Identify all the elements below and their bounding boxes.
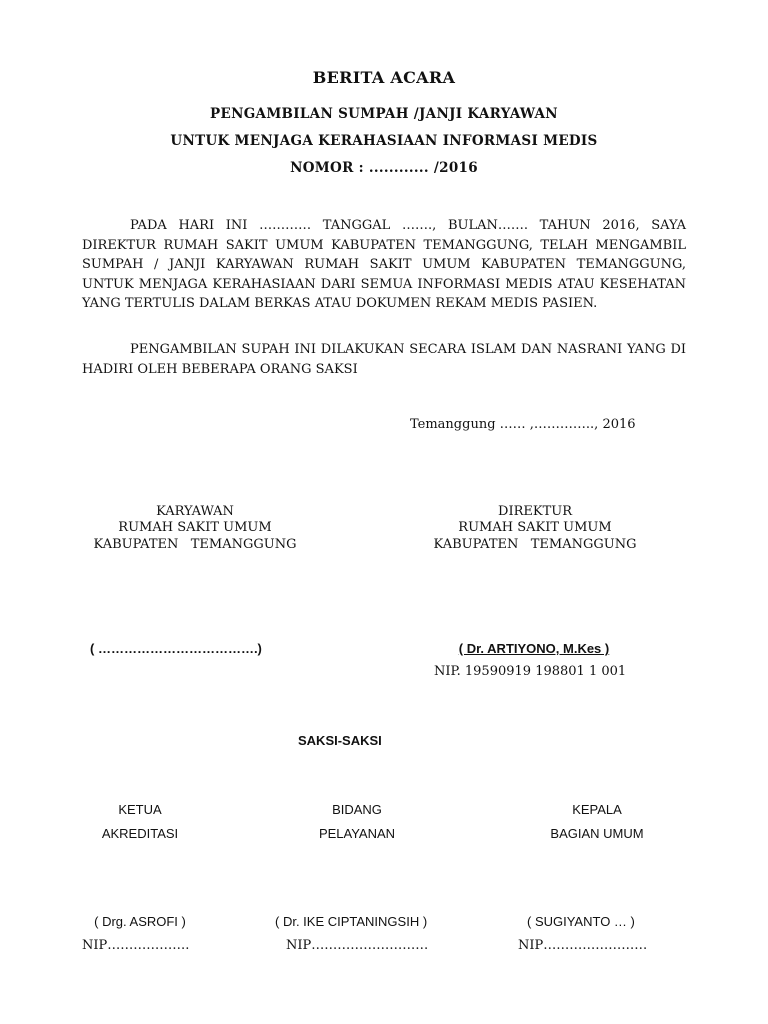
employee-label: KARYAWAN <box>156 504 234 519</box>
witness-3-role-line2: BAGIAN UMUM <box>550 826 644 841</box>
document-subtitle-2: UNTUK MENJAGA KERAHASIAAN INFORMASI MEDIS <box>170 133 598 149</box>
document-title: BERITA ACARA <box>312 68 456 87</box>
body-paragraph-2 <box>82 340 686 379</box>
witness-1-role-line1: KETUA <box>118 802 162 817</box>
witness-1-name: ( Drg. ASROFI ) <box>94 914 186 929</box>
director-nip: NIP. 19590919 198801 1 001 <box>434 664 627 679</box>
witness-1-role-line2: AKREDITASI <box>101 826 179 841</box>
witness-2-role-line1: BIDANG <box>332 802 382 817</box>
director-regency: KABUPATEN TEMANGGUNG <box>433 537 637 552</box>
witness-2-name: ( Dr. IKE CIPTANINGSIH ) <box>275 914 428 929</box>
place-date: Temanggung …… ,………….., 2016 <box>410 417 636 432</box>
document-subtitle-1: PENGAMBILAN SUMPAH /JANJI KARYAWAN <box>210 106 558 122</box>
witness-2-role-line2: PELAYANAN <box>318 826 396 841</box>
employee-signature-name: ( ……………………………….) <box>90 641 262 656</box>
director-label: DIREKTUR <box>498 504 572 519</box>
document-number: NOMOR : ............ /2016 <box>290 160 478 176</box>
witnesses-heading: SAKSI-SAKSI <box>298 733 382 748</box>
director-signature-name: ( Dr. ARTIYONO, M.Kes ) <box>458 641 610 656</box>
witness-3-name: ( SUGIYANTO … ) <box>527 914 635 929</box>
director-hospital: RUMAH SAKIT UMUM <box>458 520 612 535</box>
employee-hospital: RUMAH SAKIT UMUM <box>118 520 272 535</box>
employee-regency: KABUPATEN TEMANGGUNG <box>93 537 297 552</box>
witness-3-role-line1: KEPALA <box>572 802 622 817</box>
paragraph-2-text: PENGAMBILAN SUPAH INI DILAKUKAN SECARA ISLAM DAN NASRANI YANG DI HADIRI OLEH BEBERAPA ORANG SAKSI <box>82 342 686 377</box>
witness-1-nip: NIP………………. <box>82 938 190 953</box>
paragraph-1-text: PADA HARI INI ………… TANGGAL ……., BULAN……. TAHUN 2016, SAYA DIREKTUR RUMAH SAKIT UMUM KABUPATEN TEMANGGUNG, TELAH MENGAMBIL SUMPAH / JANJI KARYAWAN RUMAH SAKIT UMUM KABUPATEN TEMANGGUNG, UNTUK MENJAGA KERAHASIAAN DARI SEMUA INFORMASI MEDIS ATAU KESEHATAN YANG TERTULIS DALAM BERKAS ATAU DOKUMEN REKAM MEDIS PASIEN. <box>82 218 686 312</box>
body-paragraph-1 <box>82 216 686 314</box>
witness-2-nip: NIP……………………… <box>286 938 429 953</box>
witness-3-nip: NIP…………………… <box>518 938 648 953</box>
